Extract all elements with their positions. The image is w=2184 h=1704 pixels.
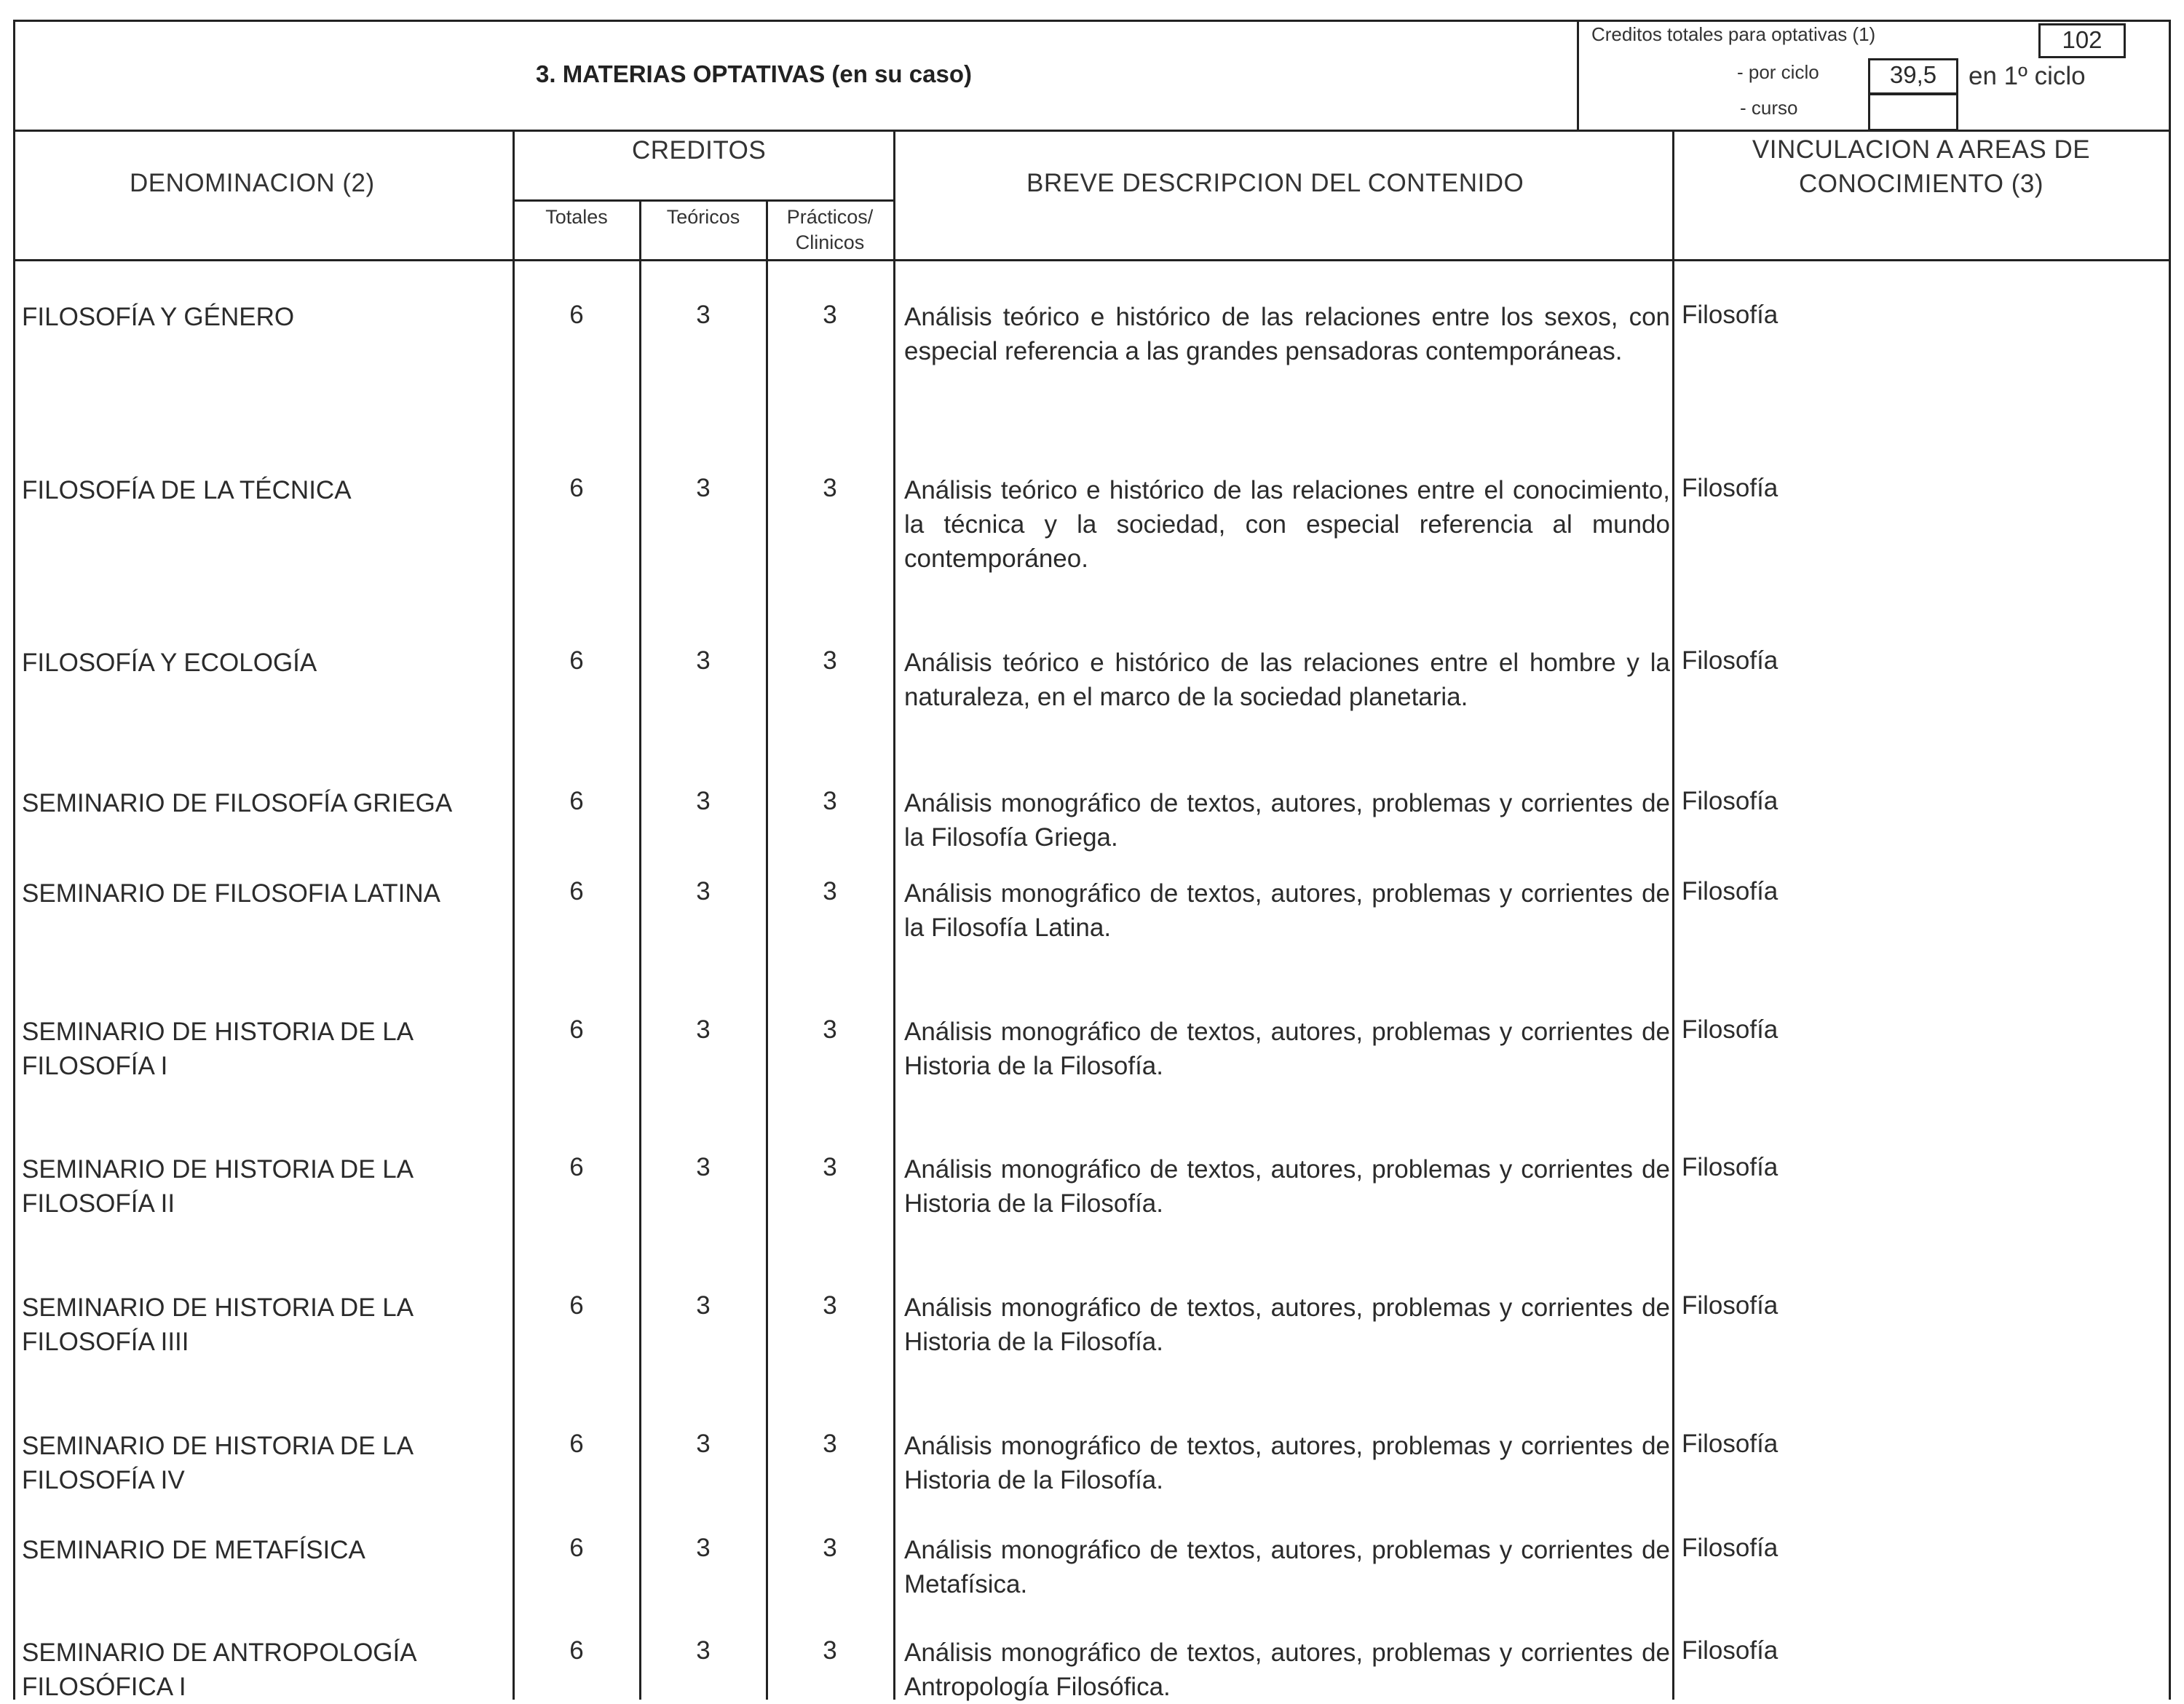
- table-border-top: [13, 20, 2171, 22]
- materia-denominacion-line: SEMINARIO DE HISTORIA DE LA: [22, 1018, 414, 1046]
- materia-descripcion: Análisis monográfico de textos, autores, problemas y corrientes de Historia de la Filosofía.: [904, 1432, 1670, 1494]
- col-divider-totales: [639, 201, 641, 1700]
- materia-creditos-practicos: 3: [823, 1015, 837, 1044]
- materia-denominacion-line: FILOSOFÍA IV: [22, 1466, 185, 1494]
- creditos-divider: [513, 199, 895, 202]
- materia-creditos-practicos: 3: [823, 1430, 837, 1458]
- materia-denominacion-line: SEMINARIO DE HISTORIA DE LA: [22, 1293, 414, 1322]
- materia-denominacion-line: FILOSOFÍA II: [22, 1189, 175, 1218]
- materia-area: Filosofía: [1682, 1153, 1779, 1181]
- materia-denominacion-line: FILOSOFÍA Y GÉNERO: [22, 303, 295, 331]
- materia-creditos-totales: 6: [569, 301, 584, 329]
- table-border-right: [2169, 20, 2171, 1700]
- materia-descripcion: Análisis monográfico de textos, autores, problemas y corrientes de Historia de la Filosofía.: [904, 1293, 1670, 1356]
- header-box-divider: [1577, 20, 1579, 131]
- materia-denominacion: [22, 1291, 414, 1359]
- materia-descripcion: Análisis monográfico de textos, autores, problemas y corrientes de Antropología Filosófica.: [904, 1638, 1670, 1701]
- materia-denominacion-line: FILOSOFÍA IIII: [22, 1328, 189, 1356]
- materia-denominacion-line: SEMINARIO DE METAFÍSICA: [22, 1536, 365, 1564]
- col-header-creditos: CREDITOS: [632, 136, 767, 165]
- materia-area: Filosofía: [1682, 1534, 1779, 1562]
- curso-label: - curso: [1740, 97, 1798, 119]
- materia-creditos-teoricos: 3: [696, 1430, 711, 1458]
- materia-creditos-practicos: 3: [823, 474, 837, 502]
- materia-denominacion: [22, 1636, 417, 1704]
- col-header-vinculacion-line2: CONOCIMIENTO (3): [1799, 170, 2043, 198]
- creditos-totales-value-box: [2038, 23, 2126, 58]
- materia-area: Filosofía: [1682, 1430, 1779, 1458]
- materia-descripcion: Análisis teórico e histórico de las relaciones entre los sexos, con especial referencia a las grandes pensadoras contemporáneas.: [904, 303, 1670, 365]
- materia-descripcion: Análisis monográfico de textos, autores, problemas y corrientes de Historia de la Filosofía.: [904, 1155, 1670, 1218]
- section-title: 3. MATERIAS OPTATIVAS (en su caso): [536, 60, 972, 87]
- materia-creditos-practicos: 3: [823, 646, 837, 675]
- materia-creditos-totales: 6: [569, 646, 584, 675]
- col-header-descripcion: BREVE DESCRIPCION DEL CONTENIDO: [1026, 169, 1524, 197]
- materia-area: Filosofía: [1682, 877, 1779, 906]
- materia-creditos-totales: 6: [569, 1636, 584, 1665]
- por-ciclo-value: 39,5: [1889, 61, 1937, 88]
- materia-denominacion-line: SEMINARIO DE HISTORIA DE LA: [22, 1432, 414, 1460]
- table-border-left: [13, 20, 15, 1700]
- materia-area: Filosofía: [1682, 301, 1779, 329]
- materia-creditos-teoricos: 3: [696, 474, 711, 502]
- materia-denominacion-line: SEMINARIO DE FILOSOFIA LATINA: [22, 879, 441, 908]
- materia-area: Filosofía: [1682, 1015, 1779, 1044]
- materia-creditos-teoricos: 3: [696, 1291, 711, 1320]
- col-header-denominacion: DENOMINACION (2): [130, 169, 375, 197]
- materia-creditos-totales: 6: [569, 1534, 584, 1562]
- header-divider: [13, 130, 2171, 132]
- materia-creditos-teoricos: 3: [696, 1534, 711, 1562]
- materia-creditos-practicos: 3: [823, 1153, 837, 1181]
- materia-area: Filosofía: [1682, 1291, 1779, 1320]
- materia-descripcion: Análisis monográfico de textos, autores, problemas y corrientes de Metafísica.: [904, 1536, 1670, 1598]
- materia-denominacion: [22, 646, 317, 680]
- materia-creditos-practicos: 3: [823, 1636, 837, 1665]
- materia-creditos-totales: 6: [569, 877, 584, 906]
- materia-denominacion: [22, 876, 440, 911]
- por-ciclo-label: - por ciclo: [1737, 61, 1819, 83]
- col-header-vinculacion-line1: VINCULACION A AREAS DE: [1752, 135, 2091, 164]
- creditos-totales-label: Creditos totales para optativas (1): [1591, 23, 1876, 45]
- materia-denominacion-line: FILOSOFÍA Y ECOLOGÍA: [22, 649, 317, 677]
- creditos-totales-value: 102: [2062, 26, 2102, 53]
- materia-creditos-totales: 6: [569, 1153, 584, 1181]
- materia-creditos-teoricos: 3: [696, 301, 711, 329]
- materia-creditos-teoricos: 3: [696, 1636, 711, 1665]
- materia-denominacion-line: SEMINARIO DE HISTORIA DE LA: [22, 1155, 414, 1184]
- materia-denominacion: [22, 786, 452, 820]
- curso-value-box: [1868, 93, 1958, 131]
- col-divider-denominacion: [513, 130, 515, 1700]
- col-header-totales: Totales: [545, 206, 608, 228]
- materia-denominacion: [22, 1429, 414, 1497]
- materia-denominacion-line: FILOSÓFICA I: [22, 1673, 186, 1701]
- materia-denominacion: [22, 473, 352, 507]
- materia-creditos-teoricos: 3: [696, 787, 711, 815]
- materia-descripcion: Análisis monográfico de textos, autores, problemas y corrientes de Historia de la Filosofía.: [904, 1018, 1670, 1080]
- col-header-practicos-line1: Prácticos/: [786, 206, 874, 228]
- materia-creditos-teoricos: 3: [696, 877, 711, 906]
- por-ciclo-suffix: en 1º ciclo: [1969, 62, 2086, 90]
- materia-creditos-teoricos: 3: [696, 646, 711, 675]
- col-header-practicos: [767, 205, 893, 255]
- materia-denominacion-line: FILOSOFÍA I: [22, 1052, 168, 1080]
- materia-denominacion-line: SEMINARIO DE FILOSOFÍA GRIEGA: [22, 789, 453, 817]
- col-header-teoricos: Teóricos: [666, 206, 740, 228]
- materia-denominacion: [22, 1152, 414, 1221]
- materia-denominacion: [22, 1533, 365, 1567]
- materia-creditos-totales: 6: [569, 474, 584, 502]
- materia-creditos-practicos: 3: [823, 787, 837, 815]
- materia-descripcion: Análisis monográfico de textos, autores, problemas y corrientes de la Filosofía Latina.: [904, 879, 1670, 942]
- materia-area: Filosofía: [1682, 474, 1779, 502]
- por-ciclo-value-box: [1868, 58, 1958, 95]
- materia-creditos-totales: 6: [569, 1015, 584, 1044]
- materia-denominacion-line: FILOSOFÍA DE LA TÉCNICA: [22, 476, 352, 504]
- materia-creditos-teoricos: 3: [696, 1153, 711, 1181]
- materia-descripcion: Análisis teórico e histórico de las relaciones entre el conocimiento, la técnica y la sociedad, con especial referencia al mundo contemporáneo.: [904, 476, 1670, 573]
- materia-denominacion-line: SEMINARIO DE ANTROPOLOGÍA: [22, 1638, 417, 1667]
- materia-creditos-totales: 6: [569, 1430, 584, 1458]
- materia-denominacion: [22, 1015, 414, 1083]
- materia-creditos-practicos: 3: [823, 877, 837, 906]
- materia-descripcion: Análisis teórico e histórico de las relaciones entre el hombre y la naturaleza, en el marco de la sociedad planetaria.: [904, 649, 1670, 711]
- materia-area: Filosofía: [1682, 646, 1779, 675]
- col-header-vinculacion: [1674, 132, 2169, 201]
- materia-denominacion: [22, 300, 294, 334]
- column-header-divider: [13, 259, 2171, 261]
- materia-descripcion: Análisis monográfico de textos, autores, problemas y corrientes de la Filosofía Griega.: [904, 789, 1670, 852]
- col-divider-teoricos: [766, 201, 768, 1700]
- col-header-practicos-line2: Clinicos: [795, 231, 865, 253]
- materia-creditos-practicos: 3: [823, 301, 837, 329]
- materia-creditos-totales: 6: [569, 787, 584, 815]
- col-divider-practicos: [893, 130, 895, 1700]
- materia-creditos-practicos: 3: [823, 1534, 837, 1562]
- col-divider-descripcion: [1672, 130, 1674, 1700]
- materia-creditos-totales: 6: [569, 1291, 584, 1320]
- materia-creditos-practicos: 3: [823, 1291, 837, 1320]
- materia-creditos-teoricos: 3: [696, 1015, 711, 1044]
- materia-area: Filosofía: [1682, 787, 1779, 815]
- materia-area: Filosofía: [1682, 1636, 1779, 1665]
